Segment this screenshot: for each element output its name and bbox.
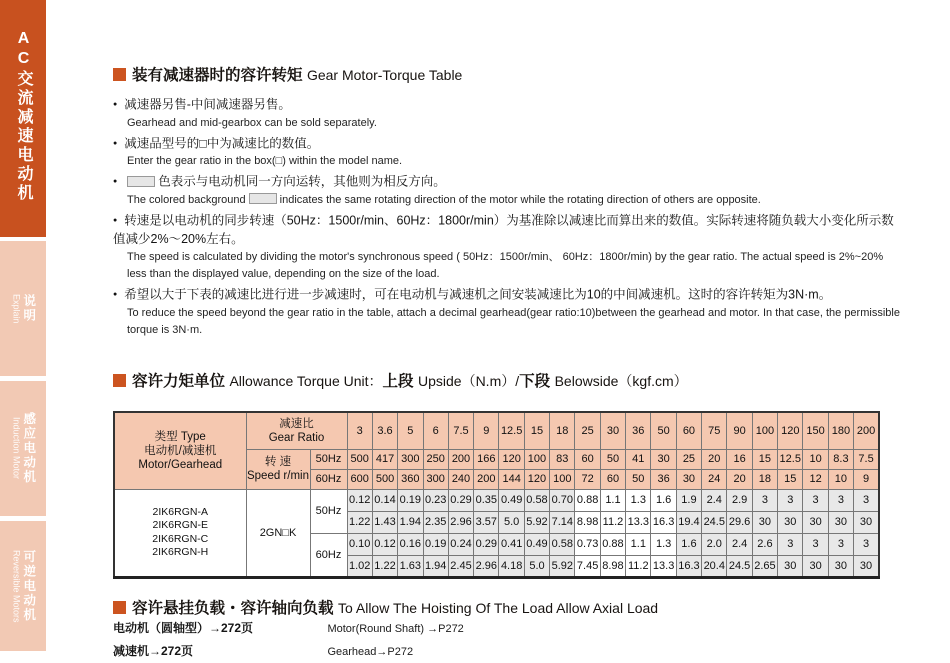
- speed-value: 9: [854, 469, 879, 489]
- torque-nm-value: 3: [752, 489, 777, 511]
- gear-ratio-value: 100: [752, 412, 777, 449]
- torque-kgfcm-value: 3.57: [474, 511, 499, 533]
- gear-ratio-value: 150: [803, 412, 828, 449]
- torque-nm-value: 0.29: [474, 533, 499, 555]
- torque-kgfcm-value: 1.22: [347, 511, 372, 533]
- list-item: [113, 285, 903, 339]
- torque-nm-value: 1.9: [676, 489, 701, 511]
- torque-nm-value: 0.58: [550, 533, 575, 555]
- speed-value: 250: [423, 449, 448, 469]
- title2-upside-en: Upside（N.m）/: [417, 373, 520, 389]
- gear-ratio-value: 12.5: [499, 412, 524, 449]
- speed-value: 12: [803, 469, 828, 489]
- torque-nm-value: 0.12: [372, 533, 397, 555]
- speed-value: 300: [423, 469, 448, 489]
- torque-nm-value: 0.29: [448, 489, 473, 511]
- torque-kgfcm-value: 4.18: [499, 555, 524, 577]
- notes-list: [113, 95, 903, 341]
- speed-value: 20: [702, 449, 727, 469]
- speed-value: 200: [448, 449, 473, 469]
- bullet-icon: ●: [113, 139, 118, 147]
- speed-value: 72: [575, 469, 600, 489]
- note1-en: Gearhead and mid-gearbox can be sold separately.: [127, 116, 377, 129]
- torque-kgfcm-value: 1.94: [423, 555, 448, 577]
- title1-en: Gear Motor-Torque Table: [306, 67, 463, 83]
- torque-kgfcm-value: 1.94: [398, 511, 423, 533]
- torque-kgfcm-value: 5.92: [550, 555, 575, 577]
- gear-ratio-value: 60: [676, 412, 701, 449]
- torque-kgfcm-value: 16.3: [651, 511, 676, 533]
- torque-nm-value: 3: [803, 489, 828, 511]
- torque-nm-value: 3: [778, 489, 803, 511]
- motor-ref-en: Motor(Round Shaft) →P272: [327, 623, 464, 635]
- gear-ratio-value: 5: [398, 412, 423, 449]
- torque-kgfcm-value: 30: [752, 511, 777, 533]
- torque-kgfcm-value: 5.0: [524, 555, 549, 577]
- note3-en-post: indicates the same rotating direction of the motor while the rotating direction of others are opposite.: [279, 193, 761, 206]
- list-item: [113, 172, 903, 209]
- torque-nm-value: 1.1: [600, 489, 625, 511]
- torque-kgfcm-value: 16.3: [676, 555, 701, 577]
- gear-ratio-value: 36: [626, 412, 651, 449]
- torque-kgfcm-value: 11.2: [626, 555, 651, 577]
- list-item: [113, 95, 903, 132]
- torque-kgfcm-value: 2.96: [448, 511, 473, 533]
- torque-nm-value: 3: [854, 533, 879, 555]
- gear-ratio-value: 75: [702, 412, 727, 449]
- gear-ratio-value: 120: [778, 412, 803, 449]
- colored-background-swatch-icon: [249, 193, 277, 204]
- note4-zh: 转速是以电动机的同步转速（50Hz：1500r/min、60Hz：1800r/min）为基准除以减速比而算出来的数值。实际转速将随负载大小变化所示数值减少2%～20%左右。: [113, 213, 894, 246]
- speed-value: 200: [474, 469, 499, 489]
- hz-label: 60Hz: [310, 533, 347, 577]
- torque-nm-value: 0.19: [398, 489, 423, 511]
- torque-nm-value: 0.88: [575, 489, 600, 511]
- torque-nm-value: 2.4: [727, 533, 752, 555]
- orange-square-icon: [113, 374, 126, 387]
- gear-ratio-value: 18: [550, 412, 575, 449]
- gear-ratio-value: 180: [828, 412, 853, 449]
- speed-value: 60: [600, 469, 625, 489]
- speed-value: 417: [372, 449, 397, 469]
- speed-value: 166: [474, 449, 499, 469]
- colored-background-swatch-icon: [127, 176, 155, 187]
- torque-kgfcm-value: 1.02: [347, 555, 372, 577]
- gear-ratio-value: 3: [347, 412, 372, 449]
- speed-value: 50: [626, 469, 651, 489]
- torque-nm-value: 0.41: [499, 533, 524, 555]
- orange-square-icon: [113, 601, 126, 614]
- gear-ratio-value: 6: [423, 412, 448, 449]
- torque-kgfcm-value: 30: [854, 555, 879, 577]
- torque-kgfcm-value: 2.65: [752, 555, 777, 577]
- sidebar-tab-ac-gear-motors[interactable]: [0, 0, 46, 237]
- torque-nm-value: 0.12: [347, 489, 372, 511]
- torque-nm-value: 3: [828, 489, 853, 511]
- sidebar-induction-en: Induction Motor: [11, 417, 22, 480]
- torque-kgfcm-value: 13.3: [651, 555, 676, 577]
- bullet-icon: ●: [113, 216, 118, 224]
- note2-en: Enter the gear ratio in the box(□) within the model name.: [127, 155, 403, 167]
- speed-value: 18: [752, 469, 777, 489]
- gearhead-ref-zh: 减速机→272页: [113, 644, 194, 658]
- torque-nm-value: 0.10: [347, 533, 372, 555]
- torque-nm-value: 0.14: [372, 489, 397, 511]
- hz-label: 50Hz: [310, 449, 347, 469]
- speed-value: 100: [550, 469, 575, 489]
- torque-kgfcm-value: 13.3: [626, 511, 651, 533]
- sidebar-explain-en: Explain: [11, 293, 22, 324]
- sidebar-induction-zh: 感应电动机: [21, 412, 36, 485]
- torque-kgfcm-value: 30: [854, 511, 879, 533]
- gear-ratio-value: 30: [600, 412, 625, 449]
- torque-nm-value: 3: [778, 533, 803, 555]
- title3-en: To Allow The Hoisting Of The Load Allow Axial Load: [337, 600, 659, 616]
- torque-kgfcm-value: 2.45: [448, 555, 473, 577]
- col-header-gear-ratio: 减速比 Gear Ratio: [246, 412, 347, 449]
- torque-kgfcm-value: 19.4: [676, 511, 701, 533]
- speed-value: 500: [347, 449, 372, 469]
- sidebar-tab-induction-motor[interactable]: [0, 381, 46, 516]
- torque-nm-value: 0.16: [398, 533, 423, 555]
- speed-value: 600: [347, 469, 372, 489]
- torque-nm-value: 0.49: [524, 533, 549, 555]
- sidebar-tab-reversible-motors[interactable]: [0, 521, 46, 651]
- gear-ratio-value: 50: [651, 412, 676, 449]
- torque-kgfcm-value: 30: [828, 555, 853, 577]
- speed-value: 8.3: [828, 449, 853, 469]
- torque-nm-value: 2.0: [702, 533, 727, 555]
- reference-row: [113, 640, 464, 663]
- speed-value: 15: [752, 449, 777, 469]
- motor-models-cell: 2IK6RGN-A 2IK6RGN-E 2IK6RGN-C 2IK6RGN-H: [114, 489, 246, 577]
- torque-nm-value: 2.4: [702, 489, 727, 511]
- torque-nm-value: 1.6: [676, 533, 701, 555]
- gear-ratio-value: 90: [727, 412, 752, 449]
- torque-kgfcm-value: 30: [803, 511, 828, 533]
- sidebar-main-label: AC交流减速电动机: [15, 30, 32, 203]
- speed-value: 30: [676, 469, 701, 489]
- speed-value: 12.5: [778, 449, 803, 469]
- torque-nm-value: 0.19: [423, 533, 448, 555]
- speed-value: 50: [600, 449, 625, 469]
- bullet-icon: ●: [113, 101, 118, 108]
- section-title-allowance-torque-unit: [113, 369, 688, 391]
- torque-kgfcm-value: 1.22: [372, 555, 397, 577]
- torque-kgfcm-value: 1.63: [398, 555, 423, 577]
- speed-value: 60: [575, 449, 600, 469]
- speed-value: 24: [702, 469, 727, 489]
- col-header-type: 类型 Type 电动机/减速机 Motor/Gearhead: [114, 412, 246, 489]
- torque-kgfcm-value: 30: [778, 555, 803, 577]
- hz-label: 60Hz: [310, 469, 347, 489]
- torque-nm-value: 0.88: [600, 533, 625, 555]
- torque-kgfcm-value: 2.35: [423, 511, 448, 533]
- speed-value: 25: [676, 449, 701, 469]
- speed-value: 83: [550, 449, 575, 469]
- torque-nm-value: 1.6: [651, 489, 676, 511]
- speed-value: 15: [778, 469, 803, 489]
- torque-nm-value: 0.73: [575, 533, 600, 555]
- bullet-icon: ●: [113, 291, 118, 298]
- table-row: [114, 489, 879, 511]
- hz-label: 50Hz: [310, 489, 347, 533]
- torque-kgfcm-value: 5.0: [499, 511, 524, 533]
- gear-ratio-value: 9: [474, 412, 499, 449]
- note4-en: The speed is calculated by dividing the motor's synchronous speed ( 50Hz：1500r/min、 60Hz：1800r/min) by the gear ratio. The actual speed is 2%~20% less than the displayed value, depending on the size of the load.: [127, 251, 884, 280]
- torque-nm-value: 2.6: [752, 533, 777, 555]
- sidebar-tab-explain[interactable]: [0, 241, 46, 376]
- bullet-icon: ●: [113, 178, 118, 185]
- torque-kgfcm-value: 8.98: [575, 511, 600, 533]
- speed-value: 500: [372, 469, 397, 489]
- reference-row: [113, 617, 464, 640]
- speed-value: 360: [398, 469, 423, 489]
- gear-ratio-value: 25: [575, 412, 600, 449]
- gear-ratio-value: 15: [524, 412, 549, 449]
- torque-nm-value: 0.35: [474, 489, 499, 511]
- torque-kgfcm-value: 20.4: [702, 555, 727, 577]
- speed-value: 16: [727, 449, 752, 469]
- torque-nm-value: 0.58: [524, 489, 549, 511]
- note5-en: To reduce the speed beyond the gear ratio in the table, attach a decimal gearhead(gear ratio:10)between the gearhead and motor. In that case, the permissible torque is 3N·m.: [127, 306, 900, 336]
- torque-kgfcm-value: 11.2: [600, 511, 625, 533]
- torque-kgfcm-value: 2.96: [474, 555, 499, 577]
- torque-kgfcm-value: 30: [828, 511, 853, 533]
- sidebar-reversible-en: Reversible Motors: [11, 549, 22, 623]
- torque-nm-value: 0.23: [423, 489, 448, 511]
- torque-kgfcm-value: 24.5: [727, 555, 752, 577]
- speed-value: 240: [448, 469, 473, 489]
- motor-ref-zh: 电动机（圆轴型）→272页: [113, 621, 254, 635]
- torque-kgfcm-value: 1.43: [372, 511, 397, 533]
- note3-en-pre: The colored background: [127, 193, 246, 206]
- list-item: [113, 211, 903, 284]
- col-header-speed: 转 速 Speed r/min: [246, 449, 310, 489]
- torque-kgfcm-value: 30: [803, 555, 828, 577]
- table-row: [114, 412, 879, 449]
- speed-value: 10: [803, 449, 828, 469]
- note1-zh: 减速器另售-中间减速器另售。: [124, 97, 291, 112]
- torque-nm-value: 0.49: [499, 489, 524, 511]
- title2-zh: 容许力矩单位: [132, 373, 226, 390]
- speed-value: 20: [727, 469, 752, 489]
- gear-ratio-value: 200: [854, 412, 879, 449]
- torque-nm-value: 1.3: [626, 489, 651, 511]
- sidebar-reversible-zh: 可逆电动机: [21, 549, 36, 623]
- title2-upside-zh: 上段: [382, 373, 414, 390]
- gear-ratio-value: 3.6: [372, 412, 397, 449]
- title1-zh: 装有减速器时的容许转矩: [132, 67, 303, 84]
- torque-nm-value: 3: [828, 533, 853, 555]
- torque-kgfcm-value: 7.14: [550, 511, 575, 533]
- page-references: [113, 617, 464, 663]
- note3-zh: 色表示与电动机同一方向运转，其他则为相反方向。: [158, 174, 446, 189]
- torque-nm-value: 3: [803, 533, 828, 555]
- speed-value: 41: [626, 449, 651, 469]
- title2-downside-zh: 下段: [519, 373, 551, 390]
- torque-kgfcm-value: 24.5: [702, 511, 727, 533]
- sidebar-explain-zh: 说明: [21, 294, 36, 323]
- title2-en: Allowance Torque Unit：: [229, 373, 383, 389]
- torque-table: [113, 411, 880, 579]
- note2-zh: 减速品型号的□中为减速比的数值。: [124, 136, 320, 150]
- speed-value: 10: [828, 469, 853, 489]
- torque-nm-value: 3: [854, 489, 879, 511]
- speed-value: 36: [651, 469, 676, 489]
- gear-ratio-value: 7.5: [448, 412, 473, 449]
- note5-zh: 希望以大于下表的减速比进行进一步减速时，可在电动机与减速机之间安装减速比为10的中间减速机。这时的容许转矩为3N·m。: [124, 287, 832, 302]
- speed-value: 7.5: [854, 449, 879, 469]
- torque-nm-value: 2.9: [727, 489, 752, 511]
- section-title-hoisting-load: [113, 596, 658, 618]
- torque-nm-value: 0.24: [448, 533, 473, 555]
- section-title-gear-motor-torque: [113, 63, 462, 85]
- speed-value: 120: [524, 469, 549, 489]
- speed-value: 120: [499, 449, 524, 469]
- speed-value: 100: [524, 449, 549, 469]
- list-item: [113, 134, 903, 171]
- torque-nm-value: 0.70: [550, 489, 575, 511]
- speed-value: 144: [499, 469, 524, 489]
- torque-kgfcm-value: 5.92: [524, 511, 549, 533]
- speed-value: 300: [398, 449, 423, 469]
- torque-kgfcm-value: 29.6: [727, 511, 752, 533]
- torque-kgfcm-value: 30: [778, 511, 803, 533]
- title3-zh: 容许悬挂负载・容许轴向负载: [132, 600, 334, 617]
- torque-nm-value: 1.1: [626, 533, 651, 555]
- torque-nm-value: 1.3: [651, 533, 676, 555]
- orange-square-icon: [113, 68, 126, 81]
- torque-kgfcm-value: 7.45: [575, 555, 600, 577]
- gearhead-ref-en: Gearhead→P272: [327, 646, 414, 658]
- gearhead-model-cell: 2GN□K: [246, 489, 310, 577]
- speed-value: 30: [651, 449, 676, 469]
- title2-downside-en: Belowside（kgf.cm）: [554, 373, 688, 389]
- torque-kgfcm-value: 8.98: [600, 555, 625, 577]
